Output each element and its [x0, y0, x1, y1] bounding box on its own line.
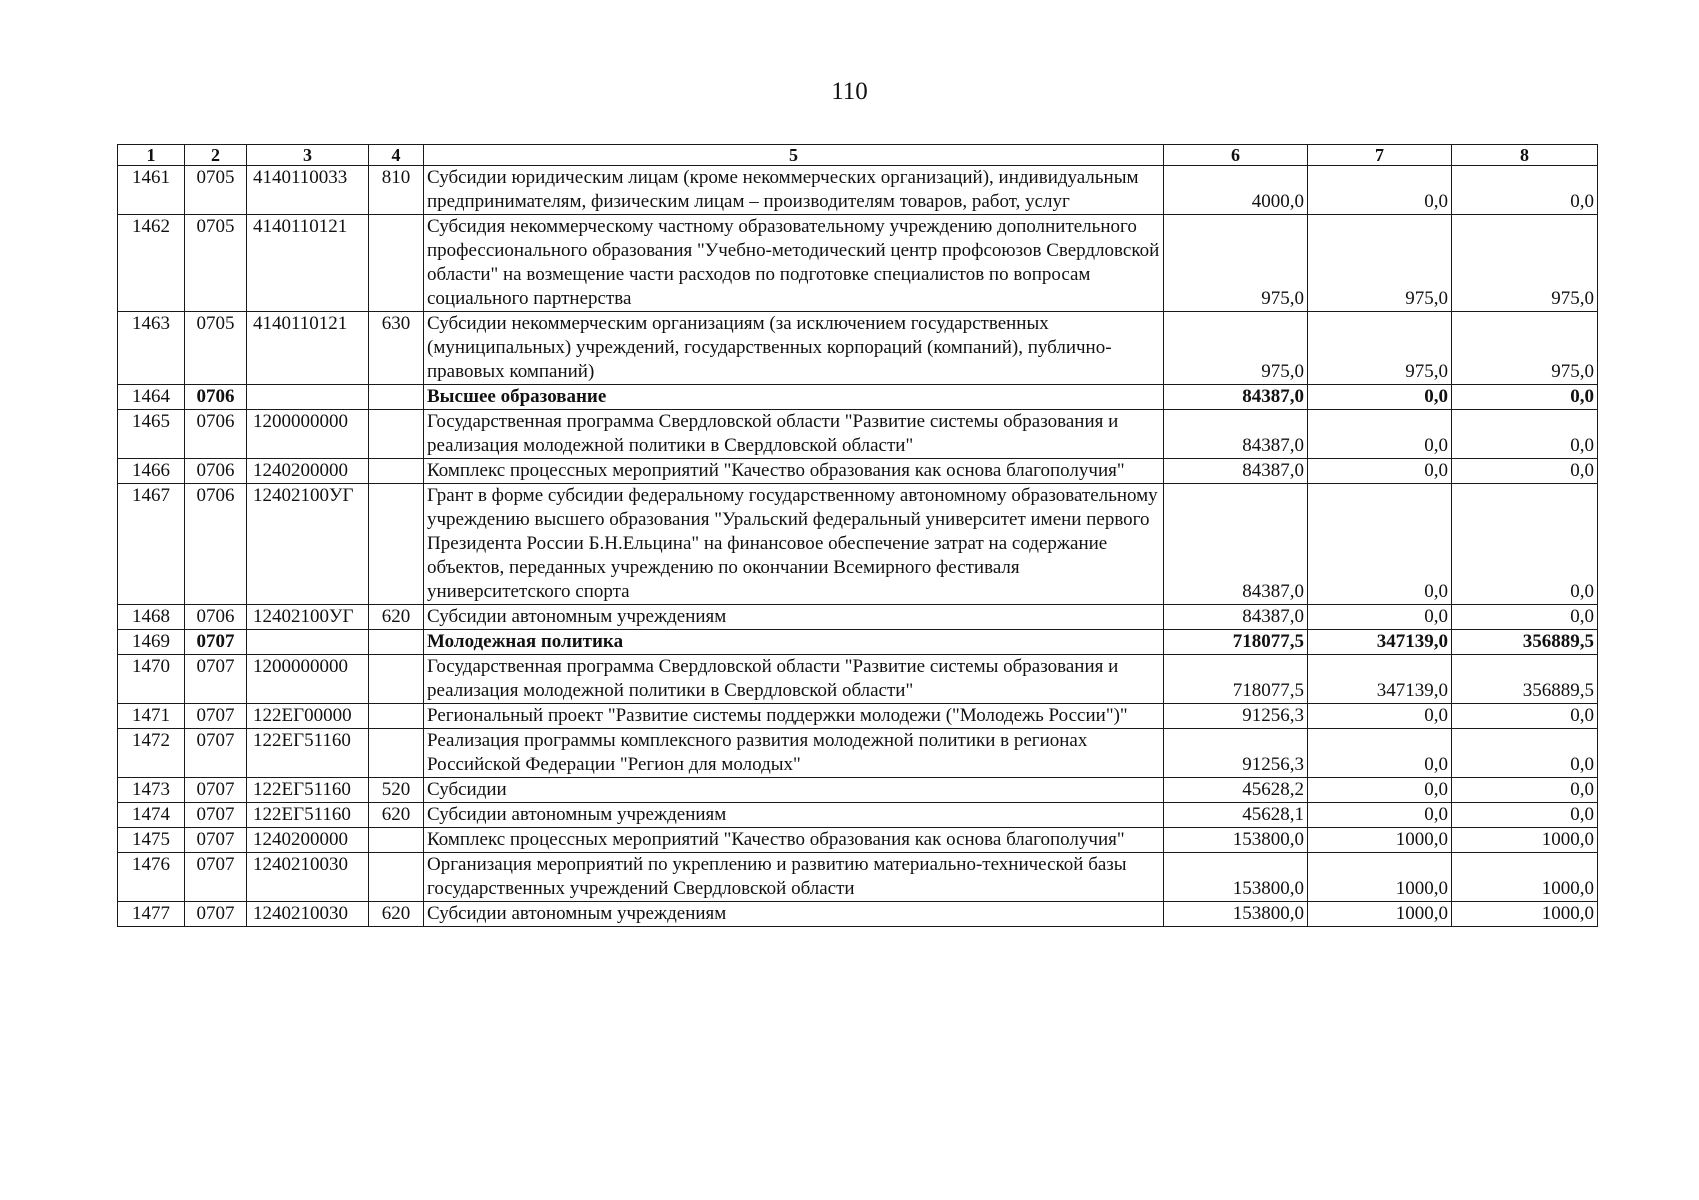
table-row: [118, 853, 1598, 902]
table-row: [118, 803, 1598, 828]
table-row: [118, 778, 1598, 803]
target-article-cell: 122ЕГ51160: [247, 778, 369, 803]
amount-col-6-cell: 45628,1: [1164, 803, 1308, 828]
amount-col-7-cell: 347139,0: [1308, 630, 1452, 655]
section-code-cell: 0707: [185, 778, 247, 803]
expense-type-cell: 630: [369, 312, 424, 385]
row-number-cell: 1474: [118, 803, 185, 828]
row-number-cell: 1462: [118, 215, 185, 312]
section-code-cell: 0707: [185, 803, 247, 828]
item-name-cell: Субсидии некоммерческим организациям (за исключением государственных (муниципальных) учреждений, государственных корпораций (компаний), публично-правовых компаний): [424, 312, 1164, 385]
item-name-cell: Субсидия некоммерческому частному образовательному учреждению дополнительного профессионального образования "Учебно-методический центр профсоюзов Свердловской области" на возмещение части расходов по подготовке специалистов по вопросам социального партнерства: [424, 215, 1164, 312]
table-row: [118, 312, 1598, 385]
target-article-cell: 122ЕГ51160: [247, 729, 369, 778]
target-article-cell: 1240210030: [247, 853, 369, 902]
amount-col-6-cell: 84387,0: [1164, 605, 1308, 630]
expense-type-cell: [369, 630, 424, 655]
expense-type-cell: [369, 484, 424, 605]
amount-col-6-cell: 975,0: [1164, 312, 1308, 385]
amount-col-6-cell: 153800,0: [1164, 902, 1308, 927]
table-row: [118, 459, 1598, 484]
amount-col-6-cell: 91256,3: [1164, 704, 1308, 729]
target-article-cell: 4140110033: [247, 166, 369, 215]
table-row: [118, 902, 1598, 927]
amount-col-6-cell: 153800,0: [1164, 828, 1308, 853]
row-number-cell: 1476: [118, 853, 185, 902]
amount-col-7-cell: 0,0: [1308, 484, 1452, 605]
section-code-cell: 0707: [185, 630, 247, 655]
row-number-cell: 1477: [118, 902, 185, 927]
amount-col-6-cell: 975,0: [1164, 215, 1308, 312]
table-row: [118, 166, 1598, 215]
header-col-7: 7: [1308, 145, 1452, 166]
target-article-cell: 12402100УГ: [247, 484, 369, 605]
expense-type-cell: [369, 655, 424, 704]
amount-col-6-cell: 153800,0: [1164, 853, 1308, 902]
expense-type-cell: 620: [369, 902, 424, 927]
target-article-cell: 122ЕГ51160: [247, 803, 369, 828]
table-row: [118, 655, 1598, 704]
section-code-cell: 0706: [185, 410, 247, 459]
header-col-1: 1: [118, 145, 185, 166]
amount-col-8-cell: 0,0: [1452, 803, 1598, 828]
amount-col-6-cell: 4000,0: [1164, 166, 1308, 215]
row-number-cell: 1467: [118, 484, 185, 605]
page-number: 110: [831, 78, 868, 105]
target-article-cell: 1240200000: [247, 828, 369, 853]
table-body: [118, 166, 1598, 927]
amount-col-7-cell: 975,0: [1308, 312, 1452, 385]
target-article-cell: 12402100УГ: [247, 605, 369, 630]
section-code-cell: 0706: [185, 459, 247, 484]
row-number-cell: 1465: [118, 410, 185, 459]
amount-col-8-cell: 1000,0: [1452, 853, 1598, 902]
row-number-cell: 1463: [118, 312, 185, 385]
target-article-cell: 122ЕГ00000: [247, 704, 369, 729]
expense-type-cell: 620: [369, 803, 424, 828]
amount-col-7-cell: 0,0: [1308, 385, 1452, 410]
item-name-cell: Субсидии: [424, 778, 1164, 803]
section-code-cell: 0707: [185, 902, 247, 927]
target-article-cell: [247, 630, 369, 655]
amount-col-8-cell: 0,0: [1452, 459, 1598, 484]
amount-col-8-cell: 0,0: [1452, 484, 1598, 605]
target-article-cell: 4140110121: [247, 312, 369, 385]
item-name-cell: Субсидии автономным учреждениям: [424, 605, 1164, 630]
amount-col-8-cell: 0,0: [1452, 778, 1598, 803]
table-row: [118, 828, 1598, 853]
amount-col-7-cell: 0,0: [1308, 729, 1452, 778]
amount-col-8-cell: 356889,5: [1452, 655, 1598, 704]
row-number-cell: 1466: [118, 459, 185, 484]
table-row: [118, 630, 1598, 655]
target-article-cell: 1240210030: [247, 902, 369, 927]
section-code-cell: 0705: [185, 166, 247, 215]
expense-type-cell: [369, 828, 424, 853]
amount-col-7-cell: 0,0: [1308, 778, 1452, 803]
amount-col-8-cell: 1000,0: [1452, 902, 1598, 927]
item-name-cell: Комплекс процессных мероприятий "Качество образования как основа благополучия": [424, 459, 1164, 484]
amount-col-7-cell: 347139,0: [1308, 655, 1452, 704]
section-code-cell: 0706: [185, 385, 247, 410]
amount-col-7-cell: 0,0: [1308, 459, 1452, 484]
section-code-cell: 0707: [185, 853, 247, 902]
amount-col-8-cell: 0,0: [1452, 729, 1598, 778]
amount-col-6-cell: 718077,5: [1164, 655, 1308, 704]
target-article-cell: 1200000000: [247, 410, 369, 459]
section-code-cell: 0705: [185, 215, 247, 312]
item-name-cell: Молодежная политика: [424, 630, 1164, 655]
expense-type-cell: [369, 385, 424, 410]
section-code-cell: 0706: [185, 605, 247, 630]
row-number-cell: 1473: [118, 778, 185, 803]
expense-type-cell: 620: [369, 605, 424, 630]
item-name-cell: Реализация программы комплексного развития молодежной политики в регионах Российской Федерации "Регион для молодых": [424, 729, 1164, 778]
amount-col-8-cell: 0,0: [1452, 166, 1598, 215]
expense-type-cell: [369, 215, 424, 312]
amount-col-8-cell: 0,0: [1452, 605, 1598, 630]
amount-col-8-cell: 356889,5: [1452, 630, 1598, 655]
amount-col-7-cell: 975,0: [1308, 215, 1452, 312]
amount-col-8-cell: 0,0: [1452, 410, 1598, 459]
amount-col-6-cell: 84387,0: [1164, 385, 1308, 410]
amount-col-6-cell: 84387,0: [1164, 410, 1308, 459]
amount-col-7-cell: 0,0: [1308, 605, 1452, 630]
budget-table: [117, 144, 1598, 927]
amount-col-7-cell: 1000,0: [1308, 853, 1452, 902]
table-row: [118, 605, 1598, 630]
amount-col-6-cell: 84387,0: [1164, 459, 1308, 484]
amount-col-7-cell: 0,0: [1308, 704, 1452, 729]
target-article-cell: 4140110121: [247, 215, 369, 312]
amount-col-8-cell: 0,0: [1452, 385, 1598, 410]
amount-col-7-cell: 0,0: [1308, 803, 1452, 828]
section-code-cell: 0707: [185, 828, 247, 853]
header-col-5: 5: [424, 145, 1164, 166]
target-article-cell: [247, 385, 369, 410]
amount-col-6-cell: 45628,2: [1164, 778, 1308, 803]
item-name-cell: Субсидии юридическим лицам (кроме некоммерческих организаций), индивидуальным предпринимателям, физическим лицам – производителям товаров, работ, услуг: [424, 166, 1164, 215]
amount-col-8-cell: 0,0: [1452, 704, 1598, 729]
item-name-cell: Региональный проект "Развитие системы поддержки молодежи ("Молодежь России")": [424, 704, 1164, 729]
section-code-cell: 0705: [185, 312, 247, 385]
amount-col-8-cell: 975,0: [1452, 312, 1598, 385]
section-code-cell: 0707: [185, 704, 247, 729]
amount-col-6-cell: 91256,3: [1164, 729, 1308, 778]
row-number-cell: 1464: [118, 385, 185, 410]
row-number-cell: 1470: [118, 655, 185, 704]
table-row: [118, 215, 1598, 312]
target-article-cell: 1240200000: [247, 459, 369, 484]
table-row: [118, 484, 1598, 605]
table-row: [118, 704, 1598, 729]
amount-col-7-cell: 0,0: [1308, 166, 1452, 215]
row-number-cell: 1471: [118, 704, 185, 729]
header-col-6: 6: [1164, 145, 1308, 166]
amount-col-7-cell: 1000,0: [1308, 902, 1452, 927]
table-header-row: [118, 145, 1598, 166]
expense-type-cell: [369, 410, 424, 459]
amount-col-7-cell: 0,0: [1308, 410, 1452, 459]
item-name-cell: Комплекс процессных мероприятий "Качество образования как основа благополучия": [424, 828, 1164, 853]
target-article-cell: 1200000000: [247, 655, 369, 704]
item-name-cell: Субсидии автономным учреждениям: [424, 803, 1164, 828]
row-number-cell: 1475: [118, 828, 185, 853]
item-name-cell: Государственная программа Свердловской области "Развитие системы образования и реализация молодежной политики в Свердловской области": [424, 655, 1164, 704]
header-col-4: 4: [369, 145, 424, 166]
expense-type-cell: 810: [369, 166, 424, 215]
table-row: [118, 729, 1598, 778]
header-col-3: 3: [247, 145, 369, 166]
expense-type-cell: [369, 704, 424, 729]
item-name-cell: Государственная программа Свердловской области "Развитие системы образования и реализация молодежной политики в Свердловской области": [424, 410, 1164, 459]
row-number-cell: 1468: [118, 605, 185, 630]
item-name-cell: Организация мероприятий по укреплению и развитию материально-технической базы государственных учреждений Свердловской области: [424, 853, 1164, 902]
row-number-cell: 1472: [118, 729, 185, 778]
item-name-cell: Субсидии автономным учреждениям: [424, 902, 1164, 927]
amount-col-8-cell: 1000,0: [1452, 828, 1598, 853]
section-code-cell: 0706: [185, 484, 247, 605]
section-code-cell: 0707: [185, 729, 247, 778]
table-row: [118, 385, 1598, 410]
header-col-8: 8: [1452, 145, 1598, 166]
item-name-cell: Грант в форме субсидии федеральному государственному автономному образовательному учреждению высшего образования "Уральский федеральный университет имени первого Президента России Б.Н.Ельцина" на финансовое обеспечение затрат на содержание объектов, переданных учреждению по окончании Всемирного фестиваля университетского спорта: [424, 484, 1164, 605]
item-name-cell: Высшее образование: [424, 385, 1164, 410]
header-col-2: 2: [185, 145, 247, 166]
row-number-cell: 1469: [118, 630, 185, 655]
amount-col-8-cell: 975,0: [1452, 215, 1598, 312]
section-code-cell: 0707: [185, 655, 247, 704]
amount-col-6-cell: 84387,0: [1164, 484, 1308, 605]
amount-col-6-cell: 718077,5: [1164, 630, 1308, 655]
table-row: [118, 410, 1598, 459]
row-number-cell: 1461: [118, 166, 185, 215]
expense-type-cell: [369, 459, 424, 484]
expense-type-cell: [369, 729, 424, 778]
expense-type-cell: [369, 853, 424, 902]
expense-type-cell: 520: [369, 778, 424, 803]
amount-col-7-cell: 1000,0: [1308, 828, 1452, 853]
